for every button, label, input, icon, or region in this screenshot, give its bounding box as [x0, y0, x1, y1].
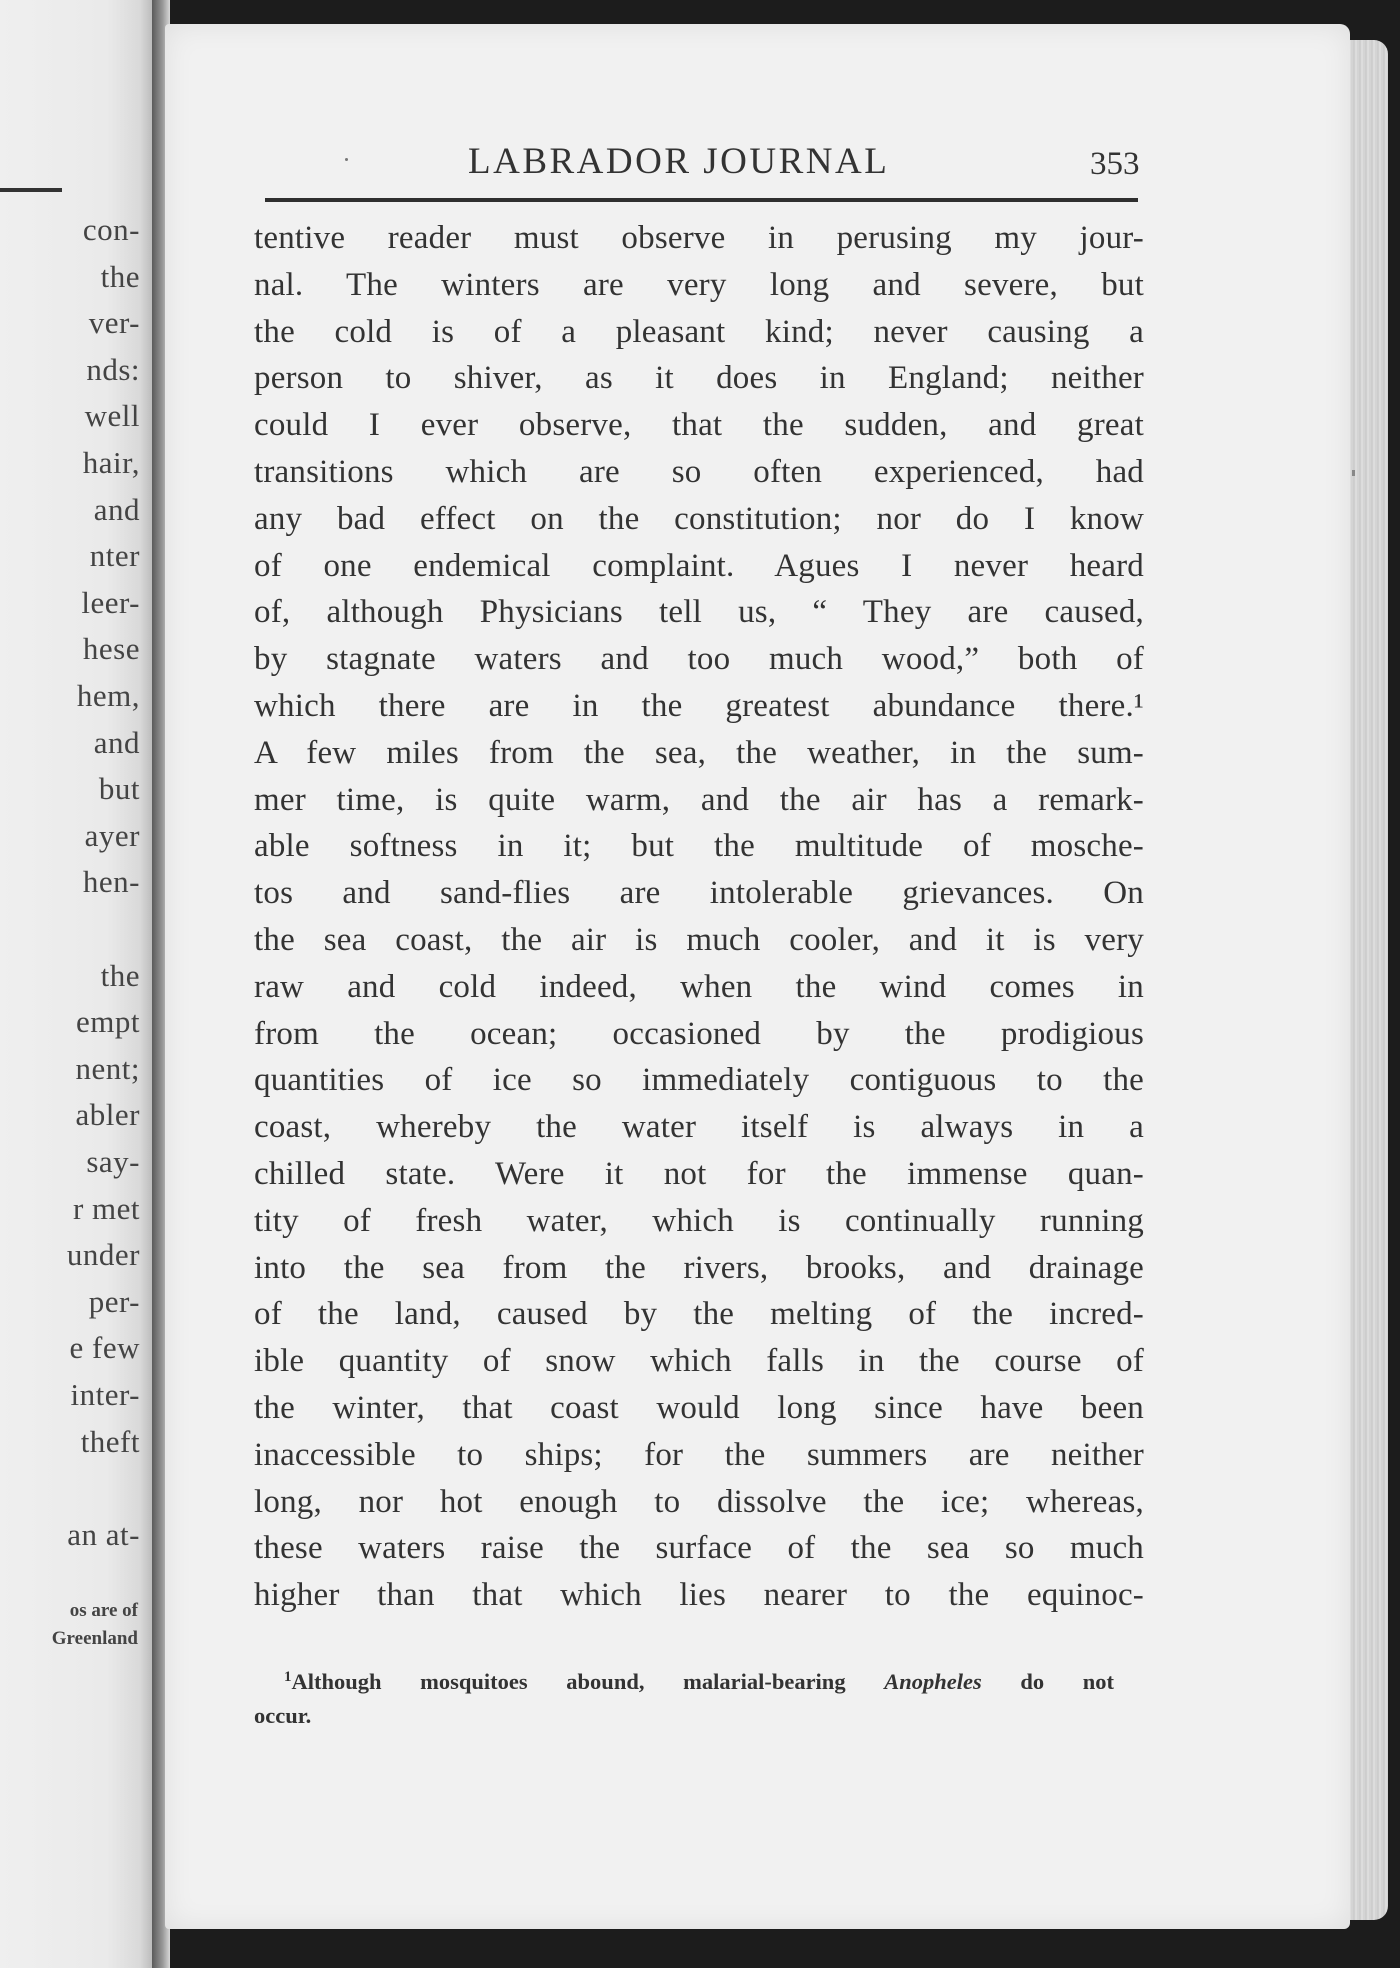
previous-page-line: hese: [82, 631, 140, 667]
previous-page-footnote-line: os are of: [69, 1600, 138, 1621]
previous-page-line: empt: [76, 1004, 140, 1040]
text-line: from the ocean; occasioned by the prodigious: [254, 1015, 1144, 1052]
text-line: raw and cold indeed, when the wind comes in: [254, 968, 1144, 1005]
previous-page-line: under: [66, 1237, 140, 1273]
paper-speck: [1352, 470, 1355, 476]
footnote-text: Although mosquitoes abound, malarial-bearing: [291, 1669, 885, 1694]
previous-page-line: hair,: [82, 445, 140, 480]
text-line: quantities of ice so immediately contiguous to the: [254, 1062, 1144, 1099]
text-line: higher than that which lies nearer to the equinoc-: [254, 1577, 1144, 1614]
previous-page-line: nter: [89, 538, 140, 574]
body-text: [254, 215, 1144, 1619]
text-line: able softness in it; but the multitude of mosche-: [254, 828, 1144, 865]
footnote-text-end: do not: [981, 1669, 1114, 1694]
text-line: these waters raise the surface of the sea so much: [254, 1530, 1144, 1567]
previous-page-line: ver-: [88, 305, 140, 341]
previous-page-line: say-: [86, 1144, 140, 1179]
previous-page-line: per-: [88, 1283, 140, 1319]
header-rule: [265, 198, 1138, 202]
text-line: the cold is of a pleasant kind; never causing a: [254, 313, 1144, 350]
previous-page-line: and: [93, 724, 140, 760]
previous-page-line: ayer: [84, 817, 140, 853]
previous-page-line: leer-: [81, 584, 140, 620]
text-line: chilled state. Were it not for the immense quan-: [254, 1155, 1144, 1192]
text-line: inaccessible to ships; for the summers are neither: [254, 1436, 1144, 1473]
text-line: ible quantity of snow which falls in the course of: [254, 1343, 1144, 1380]
text-line: tos and sand-flies are intolerable grievances. On: [254, 875, 1144, 912]
text-line: tentive reader must observe in perusing my jour-: [254, 220, 1144, 256]
previous-page-line: e few: [69, 1330, 140, 1366]
footnote-line-2: occur.: [254, 1703, 312, 1728]
text-line: the sea coast, the air is much cooler, and it is very: [254, 921, 1144, 958]
text-line: could I ever observe, that the sudden, and great: [254, 407, 1144, 444]
text-line: into the sea from the rivers, brooks, and drainage: [254, 1249, 1144, 1286]
text-line: which there are in the greatest abundance there.¹: [254, 687, 1144, 724]
text-line: of, although Physicians tell us, “ They are caused,: [254, 594, 1144, 631]
previous-page-line: and: [93, 491, 140, 527]
running-head: LABRADOR JOURNAL: [468, 141, 890, 182]
footnote-line: [254, 1660, 1114, 1699]
previous-page-footnote-line: Greenland: [51, 1628, 138, 1649]
paper-speck: [345, 158, 348, 161]
previous-page-line: but: [98, 771, 140, 807]
previous-page-line: the: [100, 957, 140, 993]
previous-page-line: theft: [80, 1423, 140, 1459]
footnote-species: Anopheles: [884, 1669, 982, 1694]
previous-page-line: r met: [72, 1190, 140, 1226]
previous-page-line: abler: [75, 1097, 140, 1133]
footnote: [254, 1660, 1114, 1733]
previous-page-line: hen-: [82, 864, 140, 900]
text-line: long, nor hot enough to dissolve the ice; whereas,: [254, 1483, 1144, 1520]
text-line: of one endemical complaint. Agues I never heard: [254, 547, 1144, 584]
text-line: nal. The winters are very long and severe, but: [254, 266, 1144, 303]
page-number: 353: [1090, 146, 1140, 182]
previous-page-fragment: [0, 0, 152, 1968]
previous-page-line: hem,: [76, 678, 140, 713]
text-line: mer time, is quite warm, and the air has a remark-: [254, 781, 1144, 818]
text-line: any bad effect on the constitution; nor do I know: [254, 500, 1144, 537]
previous-page-head-rule: [0, 188, 62, 192]
footnote-mark: 1: [284, 1669, 292, 1685]
previous-page-line: the: [100, 258, 140, 294]
text-line: tity of fresh water, which is continually running: [254, 1202, 1144, 1239]
text-line: transitions which are so often experienced, had: [254, 453, 1144, 490]
text-line: coast, whereby the water itself is always in a: [254, 1109, 1144, 1146]
previous-page-line: con-: [82, 212, 140, 247]
previous-page-line: inter-: [70, 1377, 140, 1412]
text-line: A few miles from the sea, the weather, in the sum-: [254, 734, 1144, 771]
previous-page-line: nds:: [86, 351, 140, 387]
text-line: person to shiver, as it does in England; neither: [254, 360, 1144, 397]
text-line: of the land, caused by the melting of the incred-: [254, 1296, 1144, 1333]
text-line: the winter, that coast would long since have been: [254, 1389, 1144, 1426]
text-line: by stagnate waters and too much wood,” both of: [254, 641, 1144, 678]
previous-page-line: nent;: [75, 1050, 140, 1086]
previous-page-line: an at-: [67, 1516, 140, 1552]
previous-page-line: well: [84, 398, 140, 434]
